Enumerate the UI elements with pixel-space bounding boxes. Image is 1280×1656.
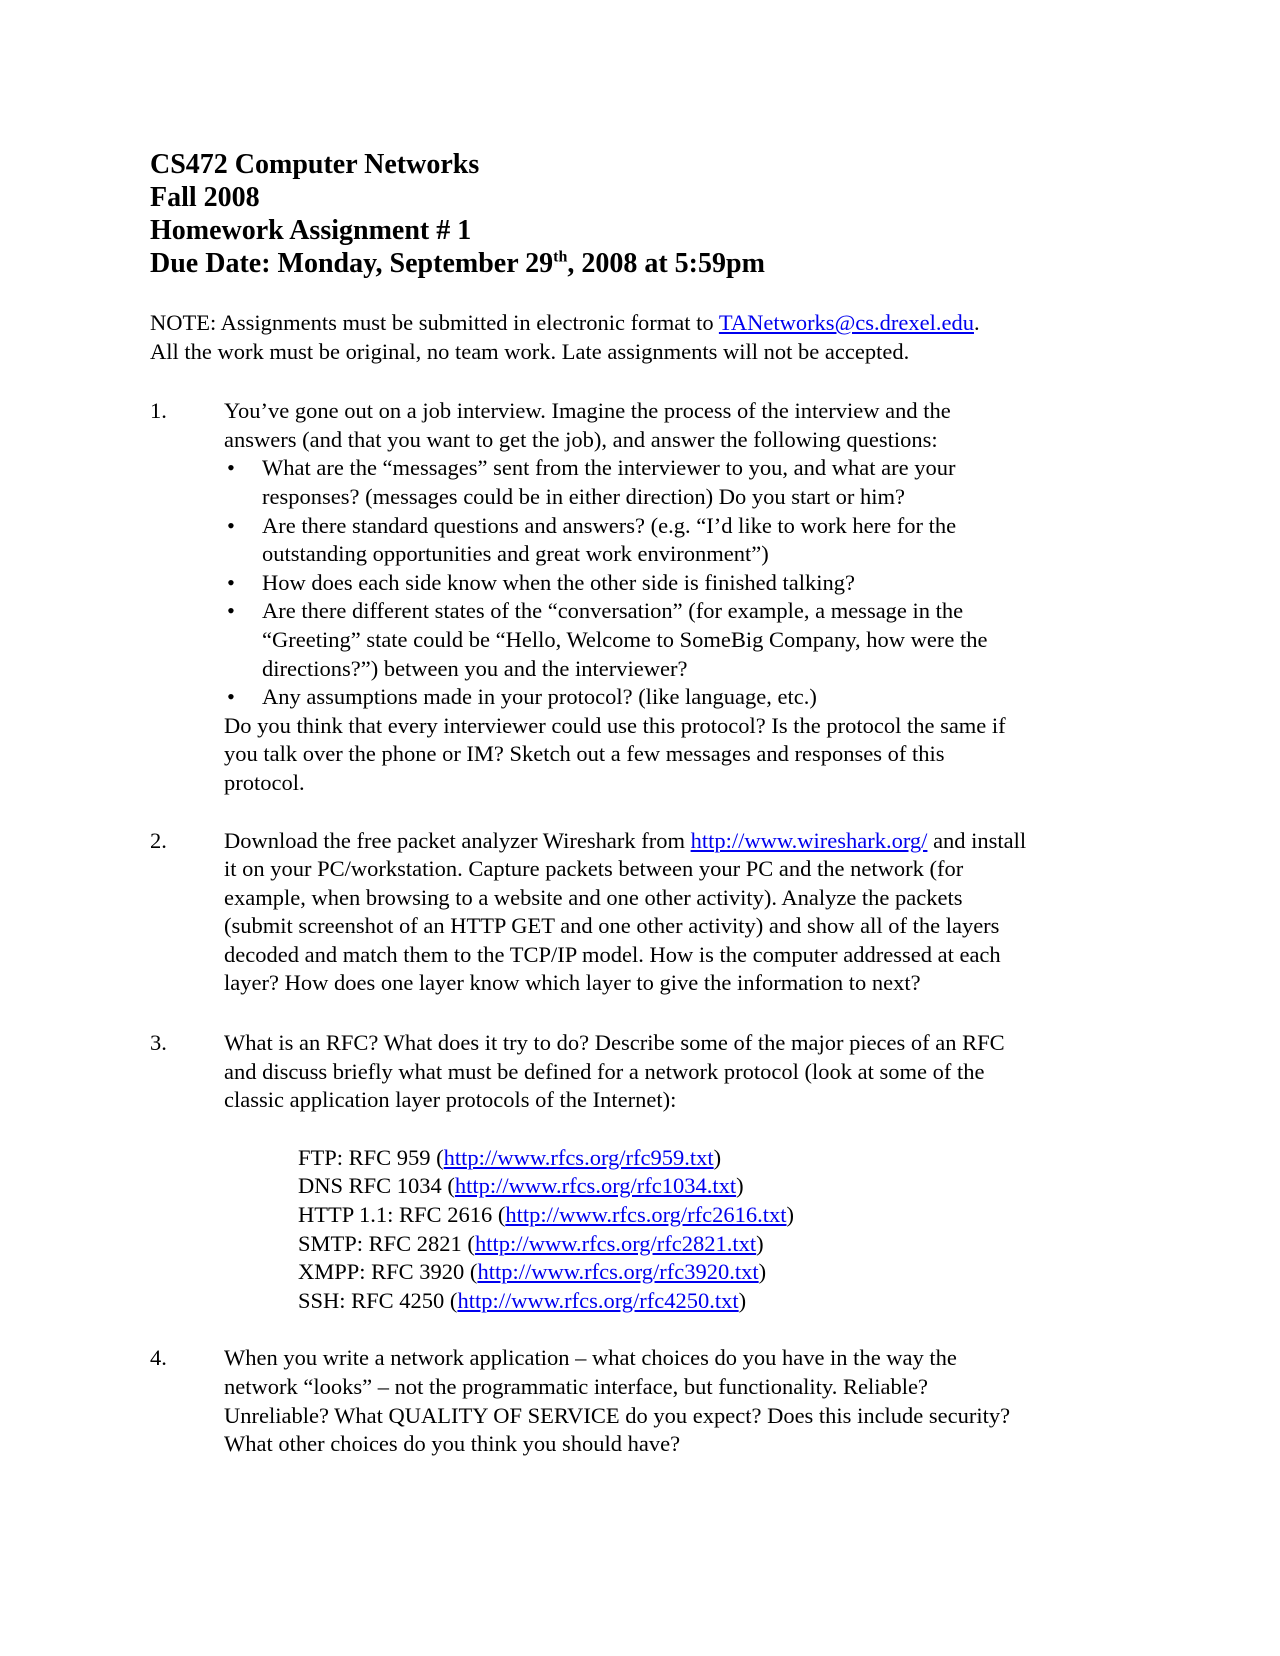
question-1-intro-line-1: You’ve gone out on a job interview. Imagine the process of the interview and the: [224, 398, 951, 424]
rfc-close: ): [758, 1259, 767, 1285]
bullet-line: “Greeting” state could be “Hello, Welcome to SomeBig Company, how were the: [262, 626, 988, 652]
question-number: 2.: [150, 827, 167, 853]
bullet-line: • How does each side know when the other side is finished talking?: [262, 569, 855, 595]
assignment-title: Homework Assignment # 1: [150, 215, 472, 246]
rfc-link[interactable]: http://www.rfcs.org/rfc3920.txt: [477, 1259, 759, 1285]
rfc-label: FTP: RFC 959 (: [298, 1144, 444, 1170]
bullet-line: • Are there different states of the “conversation” (for example, a message in the: [262, 598, 964, 624]
question-2-line: (submit screenshot of an HTTP GET and one other activity) and show all of the layers: [224, 913, 1000, 939]
bullet-line: • Any assumptions made in your protocol? (like language, etc.): [262, 684, 817, 710]
rfc-label: XMPP: RFC 3920 (: [298, 1259, 478, 1285]
rfc-list: [150, 1144, 1130, 1316]
rfc-close: ): [738, 1287, 747, 1313]
course-title: CS472 Computer Networks: [150, 149, 480, 180]
rfc-link[interactable]: http://www.rfcs.org/rfc2616.txt: [505, 1202, 787, 1228]
due-date: [150, 247, 1130, 280]
document-page: [150, 148, 1130, 1459]
bullet-line: responses? (messages could be in either direction) Do you start or him?: [262, 483, 905, 509]
question-number: 4.: [150, 1345, 167, 1371]
bullet-item: [224, 683, 1130, 712]
question-1-intro-line-2: answers (and that you want to get the job), and answer the following questions:: [224, 426, 938, 452]
bullet-item: [224, 597, 1130, 683]
question-2-line: [224, 827, 1130, 856]
rfc-link[interactable]: http://www.rfcs.org/rfc4250.txt: [457, 1287, 739, 1313]
question-number: 3.: [150, 1030, 167, 1056]
bullet-line: outstanding opportunities and great work environment”): [262, 541, 769, 567]
bullet-line: • What are the “messages” sent from the interviewer to you, and what are your: [262, 455, 956, 481]
rfc-label: SMTP: RFC 2821 (: [298, 1230, 475, 1256]
question-4-line: When you write a network application – what choices do you have in the way the: [224, 1345, 957, 1371]
rfc-close: ): [786, 1202, 795, 1228]
question-2-line: decoded and match them to the TCP/IP model. How is the computer addressed at each: [224, 941, 1001, 967]
rfc-close: ): [736, 1173, 744, 1199]
question-4-line: Unreliable? What QUALITY OF SERVICE do you expect? Does this include security?: [224, 1402, 1011, 1428]
bullet-item: [224, 454, 1130, 511]
rfc-entry-http: [224, 1201, 1130, 1230]
question-3-line: and discuss briefly what must be defined for a network protocol (look at some of the: [224, 1058, 985, 1084]
rfc-link[interactable]: http://www.rfcs.org/rfc1034.txt: [454, 1173, 737, 1199]
rfc-close: ): [756, 1230, 764, 1256]
rfc-entry-dns: [224, 1172, 1130, 1201]
question-1-outro-line: Do you think that every interviewer could use this protocol? Is the protocol the same if: [224, 712, 1006, 738]
note-prefix: NOTE: Assignments must be submitted in electronic format to: [150, 310, 719, 335]
question-3: [150, 1029, 1130, 1115]
question-2-line: example, when browsing to a website and one other activity). Analyze the packets: [224, 884, 963, 910]
rfc-link[interactable]: http://www.rfcs.org/rfc2821.txt: [474, 1230, 757, 1256]
note-line-1: [150, 309, 1130, 338]
question-1: [150, 397, 1130, 797]
question-4-line: What other choices do you think you should have?: [224, 1431, 681, 1457]
question-2-line: it on your PC/workstation. Capture packets between your PC and the network (for: [224, 856, 964, 882]
bullet-item: [224, 512, 1130, 569]
rfc-entry-smtp: [224, 1230, 1130, 1259]
rfc-entry-xmpp: [224, 1258, 1130, 1287]
due-date-suffix: , 2008 at 5:59pm: [567, 248, 765, 279]
rfc-entry-ftp: [224, 1144, 1130, 1173]
question-2-line-1-prefix: Download the free packet analyzer Wireshark from: [224, 827, 691, 853]
question-4: [150, 1344, 1130, 1458]
due-date-prefix: Due Date: Monday, September 29: [150, 248, 554, 279]
bullet-line: directions?”) between you and the interviewer?: [262, 655, 688, 681]
question-3-line: classic application layer protocols of the Internet):: [224, 1087, 677, 1113]
bullet-line: • Are there standard questions and answers? (e.g. “I’d like to work here for the: [262, 512, 957, 538]
question-2-line: layer? How does one layer know which layer to give the information to next?: [224, 970, 921, 996]
wireshark-link[interactable]: http://www.wireshark.org/: [690, 827, 928, 853]
rfc-label: DNS RFC 1034 (: [298, 1173, 455, 1199]
question-3-line: What is an RFC? What does it try to do? Describe some of the major pieces of an RFC: [224, 1030, 1005, 1056]
question-4-line: network “looks” – not the programmatic interface, but functionality. Reliable?: [224, 1374, 928, 1399]
rfc-label: SSH: RFC 4250 (: [298, 1287, 458, 1313]
rfc-label: HTTP 1.1: RFC 2616 (: [298, 1202, 506, 1228]
note-line-2: All the work must be original, no team work. Late assignments will not be accepted.: [150, 338, 910, 364]
note-suffix: .: [973, 310, 980, 335]
question-2: [150, 827, 1130, 999]
bullet-item: [224, 569, 1130, 598]
question-number: 1.: [150, 398, 167, 424]
question-1-bullet-list: [224, 454, 1130, 711]
rfc-entry-ssh: [224, 1287, 1130, 1316]
term: Fall 2008: [150, 182, 260, 213]
question-1-outro-line: protocol.: [224, 769, 305, 795]
rfc-link[interactable]: http://www.rfcs.org/rfc959.txt: [443, 1144, 714, 1170]
document-header: [150, 148, 1130, 280]
note-paragraph: [150, 309, 1130, 366]
question-2-line-1-suffix: and install: [927, 827, 1027, 853]
question-1-outro-line: you talk over the phone or IM? Sketch out a few messages and responses of this: [224, 741, 945, 767]
email-link[interactable]: TANetworks@cs.drexel.edu: [718, 310, 974, 335]
due-date-superscript: th: [553, 248, 568, 266]
rfc-close: ): [713, 1144, 722, 1170]
